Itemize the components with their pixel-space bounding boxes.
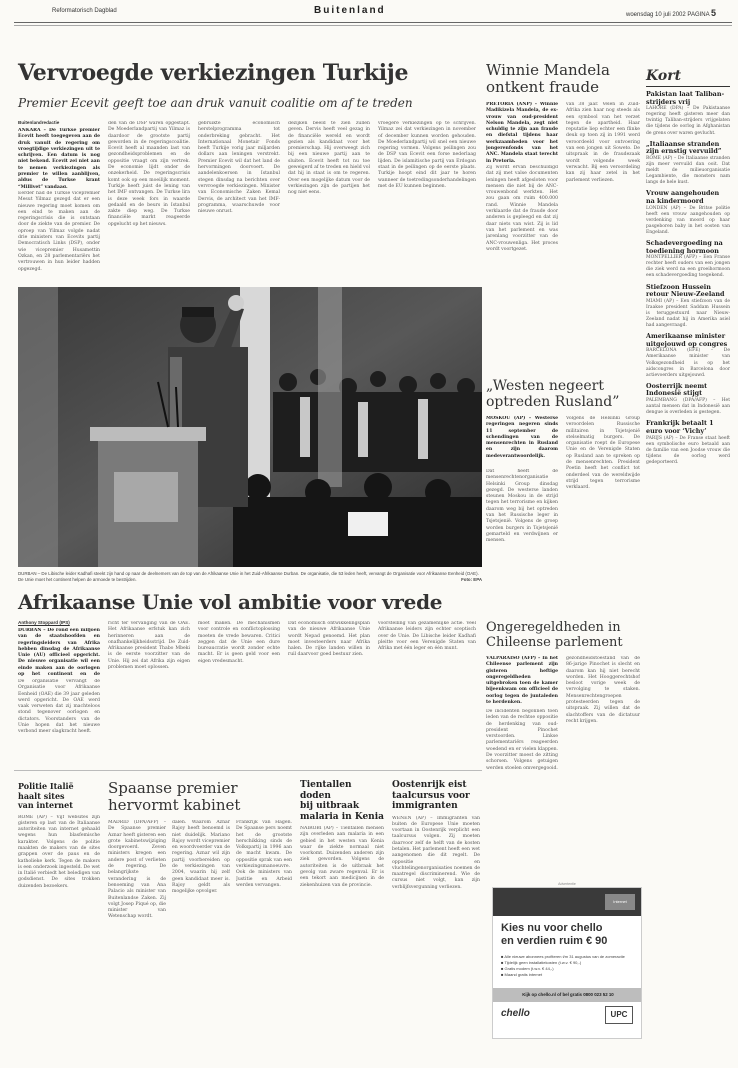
kort-item-heading: Vrouw aangehouden na kindermoord bbox=[646, 189, 720, 205]
chili-col1-text: De incidenten begonnen toen leden van de rechtse oppositie de herdenking van oud-president Pinochet verstoorden. Linkse parlementariërs reageerden woedend en er vielen klappen. De voorzitter moest de zitting schorsen. Volgens getuigen werden stoelen omvergegooid. bbox=[486, 709, 558, 771]
ad-bullet-text: Alle nieuwe abonnees profiteren t/m 31 augustus van de zomeractie bbox=[504, 954, 625, 959]
kort-item-heading: Amerikaanse minister uitgejouwd op congres bbox=[646, 332, 728, 348]
ad-bullets bbox=[501, 954, 637, 978]
afrika-col-4: Dat economisch ontwikkelingsplan van de nieuwe Afrikaanse Unie wordt Nepad genoemd. Het plan moet investeerders naar Afrika halen. De rijke landen willen in ruil daarvoor goed bestuur zien. bbox=[288, 621, 370, 658]
photo-caption bbox=[18, 571, 482, 583]
header-rule-thin bbox=[14, 25, 732, 26]
header-rule bbox=[14, 22, 732, 23]
kort-item-heading: Pakistan laat Taliban-strijders vrij bbox=[646, 90, 725, 106]
kort-item-text: PALEMBANG (DPA/AFP) – Het aantal mensen dat in Indonesië aan dengue is overleden is gestegen. bbox=[646, 398, 730, 416]
kort-items bbox=[646, 91, 730, 466]
afrika-col-3: moet maken. De mechanismen voor controle en conflictoplossing moeten de vrede bewaren. Critici zeggen dat de Unie een dure bureaucratie wordt zonder echte macht. Er is geen geld voor een eigen vredesmacht. bbox=[198, 621, 280, 664]
spanje-col-2: dalen. Waarom Aznar Rajoy heeft benoemd is niet duidelijk. Mariano Rajoy wordt vicepremier en woordvoerder van de regering. Aznar wil zijn partij voorbereiden op de verkiezingen van 2004, waarin hij zelf geen kandidaat meer is. Rajoy geldt als mogelijke opvolger. bbox=[172, 820, 230, 895]
kort-item bbox=[646, 190, 730, 236]
page-header bbox=[14, 5, 732, 20]
politie-headline bbox=[18, 782, 100, 811]
politie-text: ROME (AP) – Vijf websites zijn gisteren op last van de Italiaanse autoriteiten van internet gehaald wegens hun blasfemische karakter. Volgens de politie maakten de makers van de sites grappen over de paus en de katholieke kerk. Tegen de makers is een onderzoek ingesteld. De wet in Italië verbiedt het beledigen van godsdienst. De sites trokken duizenden bezoekers. bbox=[18, 814, 100, 889]
afrika-headline: Afrikaanse Unie vol ambitie voor vrede bbox=[18, 590, 443, 614]
ad-badge: Internet bbox=[605, 894, 635, 910]
spanje-headline bbox=[108, 780, 288, 814]
ad-title bbox=[501, 922, 607, 948]
paper-name: Reformatorisch Dagblad bbox=[52, 8, 117, 14]
spanje-col-1: MADRID (DPA/AFP) – De Spaanse premier Aznar heeft gisteren een grote kabinetswijziging doorgevoerd. Zeven ministers kregen een andere post of verlieten de regering. De belangrijkste verandering is de benoeming van Ana Palacio als minister van Buitenlandse Zaken. Zij volgt Josep Piqué op, die minister van Wetenschap wordt. bbox=[108, 820, 166, 920]
mandela-lead: PRETORIA (ANP) – Winnie Madikizela Mandela, de ex-vrouw van oud-president Nelson Mandela, zegt niet schuldig te zijn aan fraude en diefstal tijdens haar werkzaamheden voor het jongerenfonds van het ANC. Mandela staat terecht in Pretoria. bbox=[486, 102, 558, 162]
oostenrijk-headline-line1: Oostenrijk eist bbox=[392, 780, 467, 790]
afrika-col-2: richt ter vervanging van de OAE. Het Afrikaanse erfstuk kan zich herinneren aan de onafhankelijkheidsstrijd. De Zuid-Afrikaanse president Thabo Mbeki is de eerste voorzitter van de Unie. Hij zei dat Afrika zijn eigen problemen moet oplossen. bbox=[108, 621, 190, 671]
kadhafi-photo bbox=[18, 287, 482, 567]
ad-title-line2: en verdien ruim € 90 bbox=[501, 935, 608, 947]
turkije-headline: Vervroegde verkiezingen Turkije bbox=[18, 60, 409, 86]
kenia-headline-line3: malaria in Kenia bbox=[300, 811, 384, 822]
spanje-headline-line2: hervormt kabinet bbox=[108, 796, 241, 814]
kort-item-text: ROME (AP) – De Italiaanse stranden zijn meer vervuild dan ooit. Dat meldt de milieuorganisatie Legambiente, die monsters nam langs de hele kust. bbox=[646, 155, 730, 186]
kort-item bbox=[646, 240, 730, 280]
ad-label: Advertentie bbox=[558, 882, 576, 886]
politie-headline-line2: haalt sites bbox=[18, 790, 65, 801]
mandela-headline-line1: Winnie Mandela bbox=[486, 61, 610, 79]
rusland-headline-line1: „Westen negeert bbox=[486, 378, 605, 394]
caption-text: DURBAN – De Libische leider Kadhafi steekt zijn hand op naar de deelnemers van de top van de Afrikaanse Unie in het Zuid-Afrikaanse Durban. De organisatie, die 53 leden heeft, vervangt de Organisatie voor Afrikaanse Eenheid (OAE). De Unie moet het continent helpen de armoede te bestrijden. bbox=[18, 571, 479, 582]
chili-headline bbox=[486, 620, 642, 650]
kort-item bbox=[646, 333, 730, 379]
turkije-col-5: vroegere verkiezingen op te schrijven. Yilmaz zei dat verkiezingen in november of december kunnen worden gehouden. De Moederlandpartij wil snel een nieuwe regering vormen. Volgens peilingen zou de DSP van Ecevit een forse nederlaag lijden. De islamitische partij van Erdogan staat in de peilingen op de eerste plaats. Turkije hoopt eind dit jaar te horen wanneer de toetredingsonderhandelingen met de EU kunnen beginnen. bbox=[378, 121, 476, 189]
ad-cta[interactable]: Kijk op chello.nl of bel gratis 0800 023 52 10 bbox=[493, 988, 642, 1002]
kenia-text: NAIROBI (AP) – Tientallen mensen zijn overleden aan malaria in een gebied in het westen van Kenia waar de ziekte normaal niet voorkomt. Duizenden anderen zijn ziek geworden. Volgens de autoriteiten is de uitbraak het gevolg van zware regenval. Er is een tekort aan medicijnen in de ziekenhuizen van de provincie. bbox=[300, 826, 384, 888]
turkije-col-3: gebruikte economisch herstelprogramma tot onderbreking gebracht. Het Internationaal Monetair Fonds heeft Turkije vorig jaar miljarden dollars aan leningen verstrekt. Premier Ecevit wil dat het land de hervormingen doorvoert. De aandelenkoersen in Istanbul stegen dinsdag na berichten over vervroegde verkiezingen. Minister van Economische Zaken Kemal Dervis, de architect van het IMF-programma, waarschuwde voor nieuwe onrust. bbox=[198, 121, 280, 215]
kort-item bbox=[646, 383, 730, 416]
kort-item bbox=[646, 91, 730, 137]
rusland-lead: MOSKOU (AP) – Westerse regeringen negeren sinds 11 september de schendingen van de mensenrechten in Rusland en zijn daarom medeverantwoordelijk. bbox=[486, 416, 558, 459]
politie-article bbox=[18, 782, 100, 1045]
kort-item-text: PARIJS (AP) – De Franse staat heeft een symbolische euro betaald aan de familie van een Joodse vrouw die tijdens de oorlog werd gedeporteerd. bbox=[646, 435, 730, 465]
kort-item-text: MIAMI (AP) – Een stiefzoon van de Iraakse president Saddam Hussein is teruggestuurd naar Nieuw-Zeeland nadat hij in Amerika asiel had aangevraagd. bbox=[646, 298, 730, 329]
mandela-col1-text: Zij wordt ervan beschuldigd dat zij met valse documenten leningen heeft afgesloten voor mensen die niet bij de ANC-vrouwenbond werkten. Het zou gaan om ruim 400.000 rand. Winnie Mandela verklaarde dat de fraude door anderen is gepleegd en dat zij daar niets van wist. Zij is lid van het parlement en was jarenlang voorzitter van de ANC-vrouwenliga. Het proces wordt voortgezet. bbox=[486, 165, 558, 252]
spanje-col-3: Frankrijk van Hagen. De Spaanse pers noemt het de grootste herschikking sinds de Volkspartij in 1996 aan de macht kwam. De oppositie sprak van een verkiezingsmanoeuvre. Ook de ministers van Justitie en Arbeid werden vervangen. bbox=[236, 820, 292, 888]
rusland-col-1 bbox=[486, 416, 558, 609]
chili-headline-line2: Chileense parlement bbox=[486, 635, 623, 650]
kort-item-text: LONDEN (AP) – De Britse politie heeft een vrouw aangehouden op verdenking van moord op haar pasgeboren baby in het oosten van Engeland. bbox=[646, 205, 730, 235]
oostenrijk-headline-line3: immigranten bbox=[392, 801, 458, 811]
oostenrijk-article bbox=[392, 780, 480, 1036]
kort-item bbox=[646, 141, 730, 187]
turkije-lead: ANKARA – De Turkse premier Ecevit heeft toegegeven aan de druk vanuit de regering om vroegtijdige verkiezingen uit te schrijven. Een datum is nog niet bekend. Ecevit zei niet aan te nemen verkiezingen als premier te willen aanblijven, aldus de Turkse krant “Milliyet” vandaag. bbox=[18, 128, 100, 188]
kort-item-text: BARCELONA (EFE) – De Amerikaanse minister van Volksgezondheid is op het aidscongres in Barcelona door actievoerders uitgejouwd. bbox=[646, 348, 730, 378]
kort-item-heading: Schadevergoeding na toediening hormoon bbox=[646, 238, 723, 255]
oostenrijk-text: WENEN (AP) – Immigranten van buiten de Europese Unie moeten voortaan in Oostenrijk verplicht een taalcursus volgen. Zij moeten daarvoor zelf de helft van de kosten betalen. Het parlement heeft een wet aangenomen die dit regelt. De oppositie en vluchtelingenorganisaties noemen de maatregel discriminerend. Wie de cursus niet volgt, kan zijn verblijfsvergunning verliezen. bbox=[392, 815, 480, 890]
bullet-icon: ■ bbox=[501, 966, 505, 971]
rusland-col-2: Volgens de Helsinki Group veroordelen Russische militairen in Tsjetsjenië stelselmatig burgers. De organisatie roept de Europese Unie en de Verenigde Staten op Rusland aan te spreken op de mensenrechten. President Poetin heeft het conflict tot onderdeel van de wereldwijde strijd tegen terrorisme verklaard. bbox=[566, 416, 640, 491]
section-divider bbox=[14, 770, 482, 771]
chili-col-2: gezondheidstoestand van de 86-jarige Pinochet is slecht en daarom kan hij niet berecht worden. Het Hooggerechtshof besloot vorige week de vervolging te staken. Mensenrechtengroepen protesteerden tegen de uitspraak. Zij willen dat de slachtoffers van de dictatuur recht krijgen. bbox=[566, 656, 640, 724]
mandela-headline-line2: ontkent fraude bbox=[486, 78, 599, 96]
kort-item bbox=[646, 420, 730, 466]
kort-item-text: MONTPELLIER (AFP) – Een Franse rechter heeft ouders van een jongen die ziek werd na een groeihormoon een schadevergoeding toegekend. bbox=[646, 255, 730, 279]
ad-banner bbox=[493, 888, 642, 916]
kort-item-heading: Oosterrijk neemt Indonesië stijgt bbox=[646, 381, 708, 398]
page-date bbox=[626, 8, 716, 18]
chili-lead: VALPARAISO (AFP) – In het Chileense parlement zijn gisteren heftige ongeregeldheden uitgebroken toen de kamer bijeenkwam om officieel de oorlog tegen de juntaleden te herdenken. bbox=[486, 656, 558, 706]
rusland-headline bbox=[486, 378, 642, 410]
afrika-lead: DURBAN – De rond een miljoen van de staatshoofden en regeringsleiders van Afrika hebben dinsdag de Afrikaanse Unie (AU) officieel opgericht. De nieuwe organisatie wil een einde maken aan de oorlogen op het continent en de bbox=[18, 628, 100, 676]
kort-item bbox=[646, 284, 730, 330]
page-label: PAGINA bbox=[687, 12, 710, 18]
ad-title-line1: Kies nu voor chello bbox=[501, 922, 603, 934]
kort-item-heading: „Italiaanse stranden zijn ernstig vervuild” bbox=[646, 139, 722, 156]
afrika-col-5: voorstelling van gezamenlijke actie. Veel Afrikaanse leiders zijn echter sceptisch over de Unie. De Libische leider Kadhafi pleitte voor een Verenigde Staten van Afrika met één leger en één munt. bbox=[378, 621, 476, 652]
bullet-icon: ■ bbox=[501, 954, 505, 959]
kenia-headline-line2: bij uitbraak bbox=[300, 801, 360, 811]
turkije-col-2: den van de DSP waren opgestapt. De Moederlandpartij van Yilmaz is daardoor de grootste partij geworden in de regeringscoalitie. Ecevit heeft al maanden last van gezondheidsproblemen en de oppositie vraagt om zijn vertrek. De economie lijdt onder de onzekerheid. De regeringscrisis komt ook op een moeilijk moment. Turkije heeft juist de lening van het IMF ontvangen. De Turkse lira is deze week fors in waarde gedaald en de beurs in Istanbul zakte diep weg. De Turkse financiële markt reageerde opgelucht op het nieuws. bbox=[108, 121, 190, 227]
spanje-headline-line1: Spaanse premier bbox=[108, 779, 238, 797]
kenia-article bbox=[300, 780, 384, 1046]
section-title: Buitenland bbox=[314, 5, 386, 16]
kort-title: Kort bbox=[646, 68, 730, 87]
kort-column bbox=[646, 68, 730, 466]
photo-image bbox=[18, 287, 482, 567]
chili-col-1 bbox=[486, 656, 558, 829]
turkije-col-1 bbox=[18, 120, 100, 281]
afrika-col-1 bbox=[18, 620, 100, 749]
oostenrijk-headline bbox=[392, 780, 480, 812]
kort-item-text: LAHORE (DPA) – De Pakistaanse regering heeft gisteren meer dan twintig Taliban-strijders vrijgelaten die tijdens de oorlog in Afghanistan de grens over waren gevlucht. bbox=[646, 106, 730, 136]
kort-item-heading: Stiefzoon Hussein retour Nieuw-Zeeland bbox=[646, 282, 725, 299]
turkije-col-4: dezijken beeld te zien zullen geven. Dervis heeft veel gezag in de financiële wereld en wordt gezien als kandidaat voor het premierschap. Hij overweegt zich bij een nieuwe partij aan te sluiten. Ecevit heeft tot nu toe geweigerd af te treden en hield vol dat hij in staat is om te regeren. Over een mogelijke datum voor de verkiezingen zijn de partijen het nog niet eens. bbox=[288, 121, 370, 196]
date-text: woensdag 10 juli 2002 bbox=[626, 12, 686, 18]
rusland-col1-text: Dat heeft de mensenrechtenorganisatie Helsinki Group dinsdag gezegd. De westerse landen steunen Moskou in de strijd tegen het terrorisme en kijken daarom weg bij het optreden van het Russische leger in Tsjetsjenië. Volgens de groep worden burgers in Tsjetsjenië gemarteld en verdwijnen er mensen. bbox=[486, 469, 558, 544]
bullet-icon: ■ bbox=[501, 960, 505, 965]
ad-bullet-text: Tijdelijk geen installatiekosten (t.w.v. € 90,-) bbox=[504, 960, 582, 965]
oostenrijk-headline-line2: taalcursus voor bbox=[392, 790, 470, 801]
kenia-headline bbox=[300, 780, 384, 822]
chello-logo: chello bbox=[501, 1008, 530, 1019]
photo-credit: Foto: EPA bbox=[461, 576, 482, 582]
ad-bullet-text: Maand gratis internet bbox=[504, 972, 543, 977]
turkije-byline: Buitenlandredactie bbox=[18, 120, 60, 125]
chello-advertisement[interactable] bbox=[492, 887, 642, 1039]
ad-bullet bbox=[501, 972, 637, 978]
rusland-headline-line2: optreden Rusland” bbox=[486, 394, 620, 410]
politie-headline-line1: Politie Italië bbox=[18, 781, 74, 791]
afrika-col1-text: De organisatie vervangt de Organisatie voor Afrikaanse Eenheid (OAE) die 39 jaar geleden werd opgericht. De OAE werd vaak verweten dat zij machteloos stond tegenover oorlogen en dictators. Voorstanders van de Unie hopen dat het nieuwe verbond meer slagkracht heeft. bbox=[18, 679, 100, 735]
ad-bullet-text: Gratis modem (t.w.v. € 44,-) bbox=[504, 966, 554, 971]
kenia-headline-line1: Tientallen doden bbox=[300, 780, 352, 801]
kort-item-heading: Frankrijk betaalt 1 euro voor ‘Vichy’ bbox=[646, 419, 714, 435]
turkije-subhead: Premier Ecevit geeft toe aan druk vanuit coalitie om af te treden bbox=[18, 96, 413, 110]
afrika-byline: Anthony Stoppard (IPS) bbox=[18, 620, 70, 625]
chili-headline-line1: Ongeregeldheden in bbox=[486, 620, 621, 635]
mandela-col-1 bbox=[486, 102, 558, 315]
bullet-icon: ■ bbox=[501, 972, 505, 977]
turkije-col1-text: Eerder had de Turkse vicepremier Mesut Yilmaz gezegd dat er een nieuwe regering moet komen om een eind te maken aan de regeringscrisis die is ontstaan door de ziekte van de premier. De oproep van Yilmaz volgde nadat drie ministers van Ecevits partij Democratisch Links (DSP), onder wie vicepremier Husamettin Ozkan, en 28 parlementariërs het vertrouwen in hun leider hadden opgezegd. bbox=[18, 191, 100, 272]
newspaper-page bbox=[14, 0, 732, 1068]
upc-logo: UPC bbox=[605, 1006, 633, 1024]
mandela-col-2: van 38 jaar. Velen in Zuid-Afrika zien haar nog steeds als een symbool van het verzet tegen de apartheid. Haar reputatie liep echter een flinke deuk op toen zij in 1991 werd veroordeeld voor ontvoering van een jongen uit Soweto. De uitspraak in de fraudezaak wordt volgende week verwacht. Bij een veroordeling kan zij haar zetel in het parlement verliezen. bbox=[566, 102, 640, 183]
page-number: 5 bbox=[710, 8, 716, 18]
politie-headline-line3: van internet bbox=[18, 800, 73, 810]
mandela-headline bbox=[486, 62, 642, 96]
